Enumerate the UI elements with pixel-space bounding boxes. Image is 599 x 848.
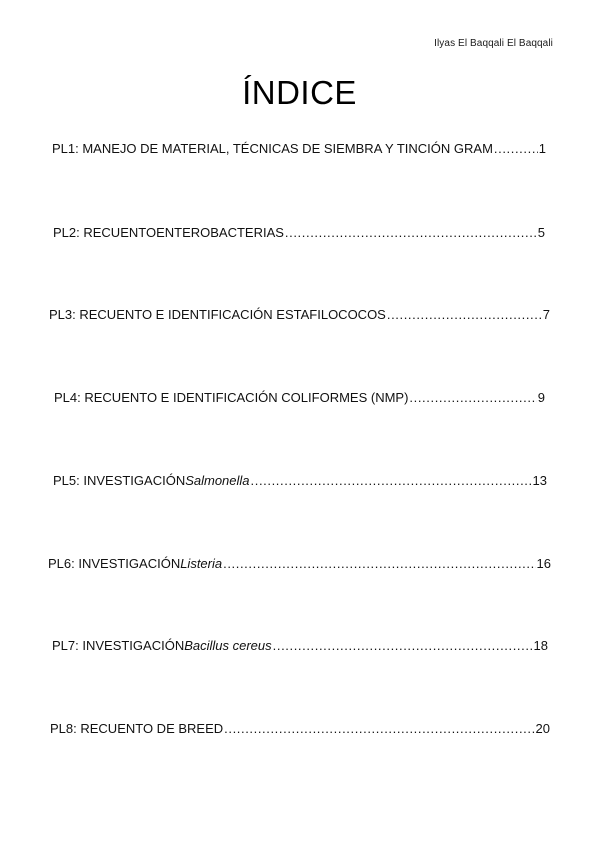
- toc-leader-dots: [494, 141, 538, 156]
- toc-entry-label-italic: Salmonella: [185, 473, 250, 488]
- toc-leader-dots: [224, 721, 534, 736]
- toc-entry-label-italic: Listeria: [180, 556, 223, 571]
- toc-entry-pl8[interactable]: [50, 721, 550, 736]
- toc-entry-pl1[interactable]: [52, 141, 546, 156]
- page-title: ÍNDICE: [242, 74, 357, 111]
- toc-leader-dots: [409, 390, 536, 405]
- toc-page-number: 9: [537, 390, 545, 405]
- toc-leader-dots: [223, 556, 535, 571]
- toc-entry-pl6[interactable]: [48, 556, 551, 571]
- toc-entry-pl2[interactable]: [53, 225, 545, 240]
- toc-entry-label: PL3: RECUENTO E IDENTIFICACIÓN ESTAFILOCOCOS: [49, 307, 386, 322]
- toc-entry-label: PL8: RECUENTO DE BREED: [50, 721, 224, 736]
- toc-entry-label: PL7: INVESTIGACIÓN: [52, 638, 185, 653]
- toc-page-number: 7: [542, 307, 550, 322]
- toc-entry-label: PL1: MANEJO DE MATERIAL, TÉCNICAS DE SIEMBRA Y TINCIÓN GRAM: [52, 141, 493, 156]
- toc-page-number: 16: [536, 556, 551, 571]
- toc-page-number: 13: [532, 473, 547, 488]
- toc-entry-pl4[interactable]: [54, 390, 545, 405]
- toc-page-number: 20: [535, 721, 550, 736]
- author-name: Ilyas El Baqqali El Baqqali: [434, 38, 553, 49]
- toc-entry-label: PL6: INVESTIGACIÓN: [48, 556, 181, 571]
- toc-entry-label: PL4: RECUENTO E IDENTIFICACIÓN COLIFORMES (NMP): [54, 390, 409, 405]
- toc-leader-dots: [285, 225, 537, 240]
- toc-entry-label-italic: Bacillus cereus: [184, 638, 272, 653]
- toc-page-number: 1: [538, 141, 546, 156]
- toc-leader-dots: [251, 473, 532, 488]
- toc-entry-label: PL2: RECUENTOENTEROBACTERIAS: [53, 225, 284, 240]
- toc-entry-pl3[interactable]: [49, 307, 550, 322]
- toc-page-number: 18: [533, 638, 548, 653]
- toc-leader-dots: [273, 638, 533, 653]
- toc-leader-dots: [387, 307, 542, 322]
- toc-entry-pl7[interactable]: [52, 638, 548, 653]
- toc-page-number: 5: [537, 225, 545, 240]
- toc-entry-pl5[interactable]: [53, 473, 547, 488]
- toc-entry-label: PL5: INVESTIGACIÓN: [53, 473, 186, 488]
